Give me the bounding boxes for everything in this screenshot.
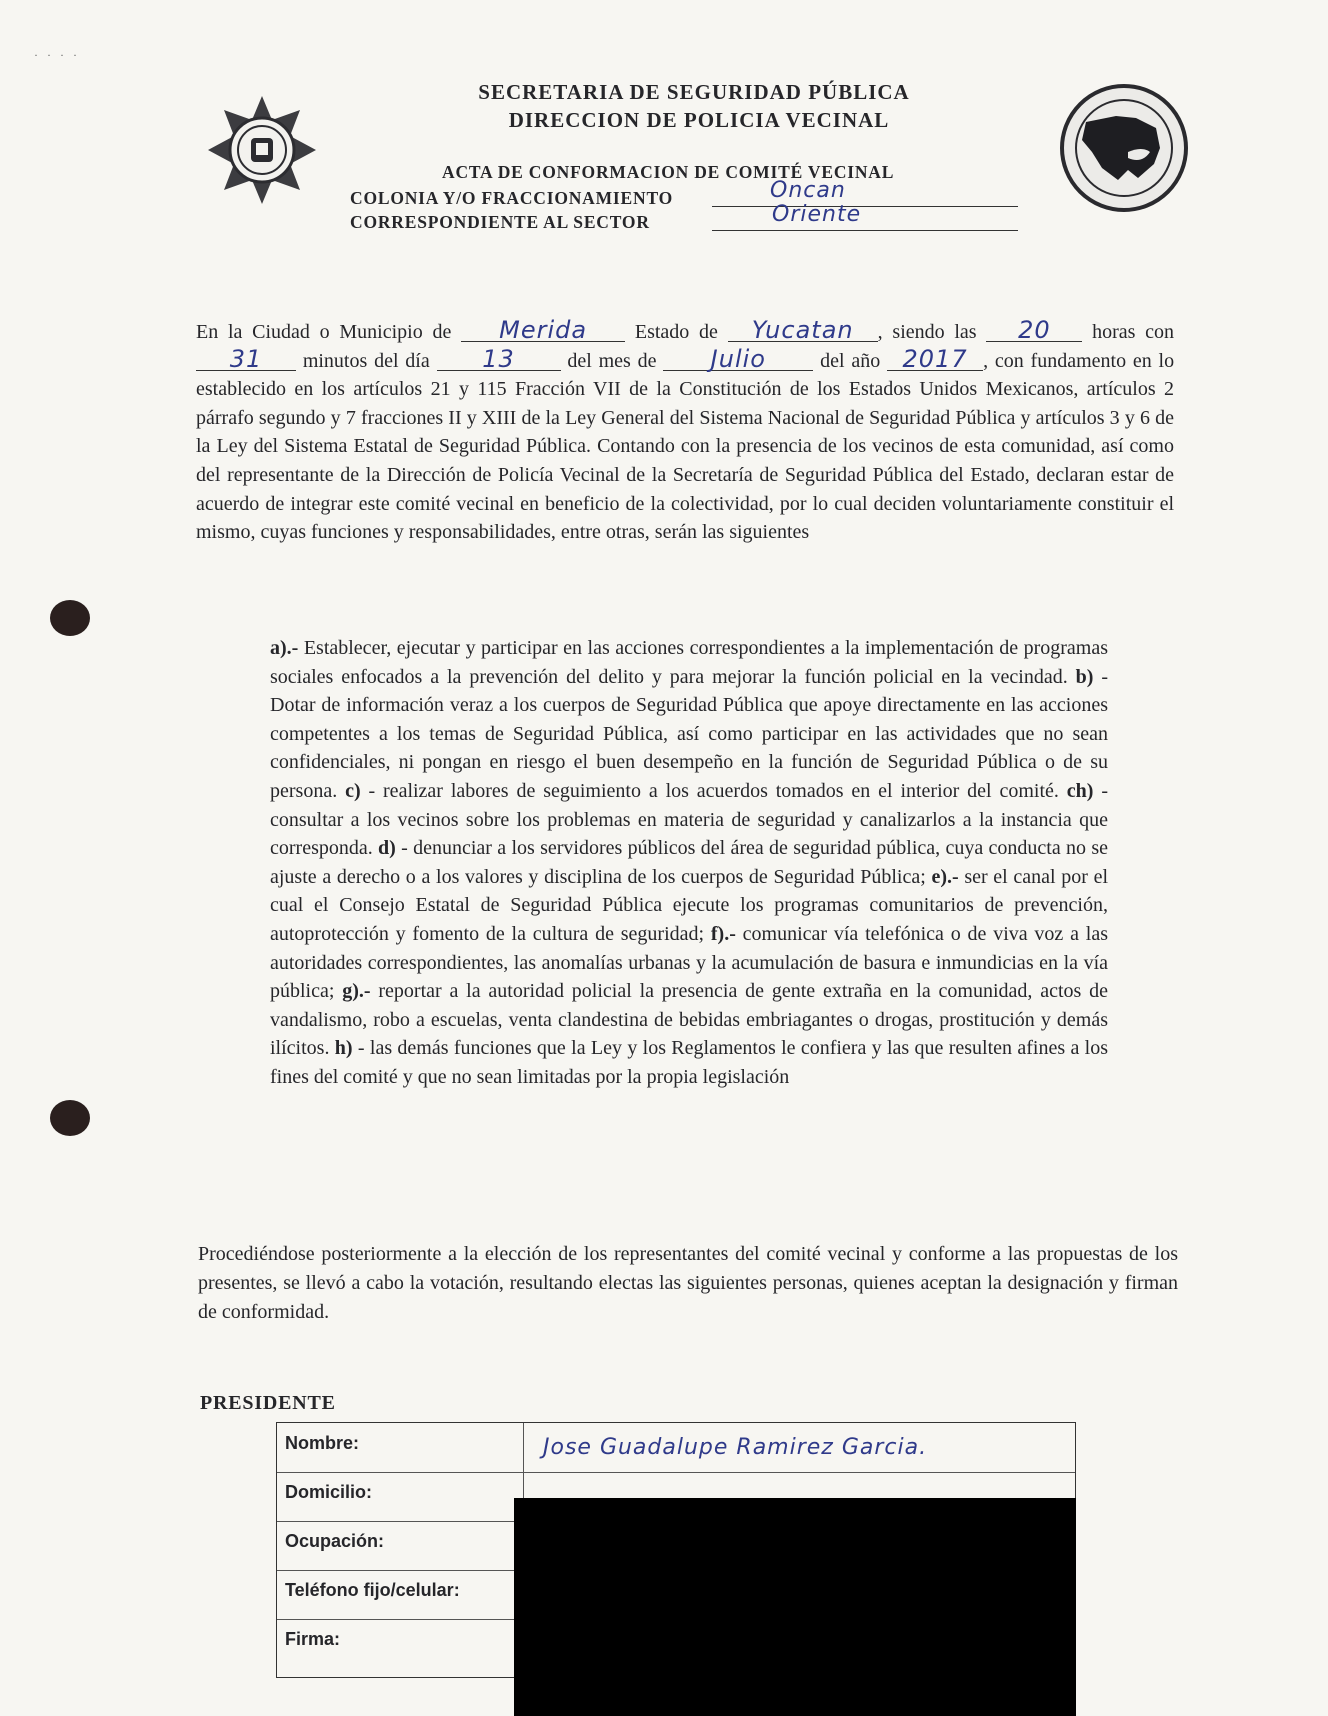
colonia-value: Oncan: [770, 178, 846, 203]
function-f-text: comunicar vía telefónica o de viva voz a las autoridades correspondientes, las anomalías urbanas y la acumulación de basura e inmundicias en la vía pública;: [270, 922, 1108, 1003]
colonia-label: COLONIA Y/O FRACCIONAMIENTO: [350, 188, 674, 208]
estado-value: Yucatan: [728, 319, 878, 342]
functions-list: [270, 634, 1108, 1092]
nombre-label: Nombre:: [285, 1433, 360, 1453]
intro-text-2: Estado de: [634, 321, 718, 343]
function-f-mark: f).-: [710, 922, 736, 945]
function-h-mark: h): [334, 1037, 353, 1060]
ocupacion-label: Ocupación:: [285, 1531, 385, 1551]
function-b-mark: b): [1075, 665, 1094, 688]
municipio-value: Merida: [461, 319, 625, 342]
intro-text-4: horas con: [1092, 321, 1175, 343]
function-a-mark: a).-: [270, 637, 299, 659]
punch-hole-lower: [50, 1100, 90, 1136]
function-a-text: Establecer, ejecutar y participar en las acciones correspondientes a la implementación de programas sociales enfocados a la prevención del delito y para mejorar la función policial en la vecindad.: [270, 637, 1108, 688]
mes-value: Julio: [663, 348, 813, 371]
function-d-text: - denunciar a los servidores públicos del área de seguridad pública, cuya conducta no se ajuste a derecho o a los valores y disciplina de los cuerpos de Seguridad Pública;: [270, 837, 1108, 888]
firma-label: Firma:: [285, 1629, 341, 1649]
function-c-mark: c): [345, 779, 361, 802]
function-g-mark: g).-: [342, 980, 371, 1003]
anio-value: 2017: [887, 348, 983, 371]
function-ch-mark: ch): [1066, 779, 1094, 802]
header-line-1: SECRETARIA DE SEGURIDAD PÚBLICA: [478, 80, 910, 104]
intro-text-7: del año: [820, 349, 881, 372]
function-ch-text: - consultar a los vecinos sobre los problemas en materia de seguridad y canalizarlos a la instancia que corresponda.: [270, 779, 1108, 860]
closing-paragraph: Procediéndose posteriormente a la elección de los representantes del comité vecinal y conforme a las propuestas de los presentes, se llevó a cabo la votación, resultando electas las siguientes personas, quienes aceptan la designación y firman de conformidad.: [198, 1243, 1178, 1323]
punch-hole-upper: [50, 600, 90, 636]
function-d-mark: d): [378, 837, 396, 860]
function-e-mark: e).-: [931, 865, 959, 888]
function-b-text: - Dotar de información veraz a los cuerpos de Seguridad Pública que apoye directamente en las acciones competentes a los temas de Seguridad Pública, así como participar en las actividades que no sean confidenciales, ni pongan en riesgo el buen desempeño en la función de Seguridad Pública o de su persona.: [270, 665, 1108, 802]
intro-paragraph: [196, 318, 1174, 547]
presidente-title: PRESIDENTE: [200, 1392, 336, 1414]
acta-title: ACTA DE CONFORMACION DE COMITÉ VECINAL: [442, 162, 895, 182]
sector-label: CORRESPONDIENTE AL SECTOR: [350, 212, 650, 232]
header-line-2: DIRECCION DE POLICIA VECINAL: [508, 108, 890, 132]
scan-specks: · · · ·: [34, 48, 80, 62]
domicilio-label: Domicilio:: [285, 1482, 373, 1502]
intro-text-6: del mes de: [567, 349, 657, 372]
horas-value: 20: [986, 319, 1082, 342]
nombre-value: Jose Guadalupe Ramirez Garcia.: [543, 1435, 928, 1460]
intro-text-3: , siendo las: [877, 321, 977, 343]
minutos-value: 31: [196, 348, 296, 371]
function-g-text: reportar a la autoridad policial la presencia de gente extraña en la comunidad, actos de vandalismo, robo a escuelas, venta clandestina de bebidas embriagantes o drogas, prostitución y demás ilícitos.: [270, 980, 1108, 1060]
redaction-block: [514, 1498, 1076, 1716]
dia-value: 13: [437, 348, 561, 371]
document-header: [0, 78, 1328, 134]
function-h-text: - las demás funciones que la Ley y los Reglamentos le confiera y las que resulten afines a los fines del comité y que no sean limitadas por la propia legislación: [270, 1037, 1108, 1088]
sector-value: Oriente: [772, 202, 862, 227]
function-e-text: ser el canal por el cual el Consejo Estatal de Seguridad Pública ejecute los programas comunitarios de prevención, autoprotección y fomento de la cultura de seguridad;: [270, 865, 1109, 945]
intro-text-1: En la Ciudad o Municipio de: [196, 321, 452, 343]
colonia-field: [712, 178, 1018, 207]
intro-text-5: minutos del día: [302, 349, 430, 372]
telefono-label: Teléfono fijo/celular:: [285, 1580, 460, 1600]
sector-field: [712, 202, 1018, 231]
intro-text-8: , con fundamento en lo establecido en los artículos 21 y 115 Fracción VII de la Constitución de los Estados Unidos Mexicanos, artículos 2 párrafo segundo y 7 fracciones II y XIII de la Ley General del Sistema Nacional de Seguridad Pública y artículos 3 y 6 de la Ley del Sistema Estatal de Seguridad Pública. Contando con la presencia de los vecinos de esta comunidad, así como del representante de la Dirección de Policía Vecinal de la Secretaría de Seguridad Pública del Estado, declaran estar de acuerdo de integrar este comité vecinal en beneficio de la colectividad, por lo cual deciden voluntariamente constituir el mismo, cuyas funciones y responsabilidades, entre otras, serán las siguientes: [196, 349, 1175, 544]
table-row-nombre: [277, 1423, 1075, 1473]
function-c-text: - realizar labores de seguimiento a los acuerdos tomados en el interior del comité.: [360, 779, 1059, 802]
